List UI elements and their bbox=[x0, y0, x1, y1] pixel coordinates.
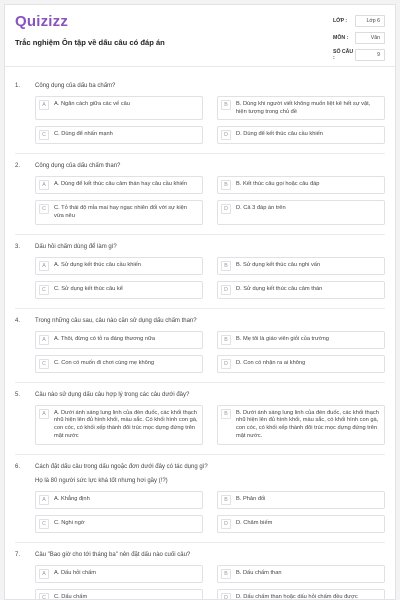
option-letter-box: D bbox=[221, 204, 231, 214]
answer-option-d[interactable] bbox=[217, 281, 385, 299]
option-text: C. Dùng để nhấn mạnh bbox=[54, 131, 113, 138]
question-text: Công dụng của dấu ba chấm? bbox=[35, 83, 116, 89]
option-letter-box: D bbox=[221, 519, 231, 529]
worksheet-header bbox=[5, 5, 395, 67]
answer-option-a[interactable] bbox=[35, 405, 203, 445]
option-letter-box: D bbox=[221, 593, 231, 600]
option-letter-box: C bbox=[39, 519, 49, 529]
meta-count-value: 9 bbox=[355, 49, 385, 61]
question-divider bbox=[15, 454, 385, 455]
option-text: A. Thôi, đừng có tỏ ra đáng thương nữa bbox=[54, 335, 156, 342]
question-divider bbox=[15, 153, 385, 154]
option-text: B. Kết thúc câu gọi hoặc câu đáp bbox=[236, 181, 320, 188]
answer-option-d[interactable] bbox=[217, 126, 385, 144]
answer-options bbox=[35, 257, 385, 299]
answer-option-c[interactable] bbox=[35, 515, 203, 533]
question-header bbox=[15, 464, 385, 470]
answer-option-a[interactable] bbox=[35, 96, 203, 120]
answer-option-c[interactable] bbox=[35, 589, 203, 600]
option-text: B. Phản đối bbox=[236, 495, 266, 502]
answer-option-a[interactable] bbox=[35, 176, 203, 194]
option-letter-box: D bbox=[221, 285, 231, 295]
worksheet-meta bbox=[333, 14, 385, 65]
option-letter-box: B bbox=[221, 569, 231, 579]
answer-option-a[interactable] bbox=[35, 331, 203, 349]
question-header bbox=[15, 244, 385, 250]
quizizz-logo: Quizizz bbox=[15, 13, 69, 30]
answer-option-c[interactable] bbox=[35, 126, 203, 144]
answer-option-d[interactable] bbox=[217, 589, 385, 600]
answer-option-b[interactable] bbox=[217, 96, 385, 120]
option-text: B. Sử dụng kết thúc câu nghi vấn bbox=[236, 261, 321, 268]
option-letter-box: C bbox=[39, 359, 49, 369]
option-letter-box: A bbox=[39, 495, 49, 505]
question-text: Công dụng của dấu chấm than? bbox=[35, 163, 121, 170]
answer-option-c[interactable] bbox=[35, 355, 203, 373]
question-5 bbox=[15, 392, 385, 445]
option-letter-box: C bbox=[39, 593, 49, 600]
answer-options bbox=[35, 565, 385, 600]
question-header bbox=[15, 83, 385, 89]
question-1 bbox=[15, 83, 385, 144]
option-letter-box: B bbox=[221, 335, 231, 345]
option-letter-box: C bbox=[39, 204, 49, 214]
question-3 bbox=[15, 244, 385, 299]
option-text: D. Cả 3 đáp án trên bbox=[236, 205, 286, 212]
meta-subject-row bbox=[333, 31, 385, 44]
option-text: A. Khẳng định bbox=[54, 495, 90, 502]
option-letter-box: B bbox=[221, 100, 231, 110]
question-text: Trong những câu sau, câu nào cần sử dụng dấu chấm than? bbox=[35, 317, 197, 324]
question-header bbox=[15, 318, 385, 324]
question-number: 6. bbox=[15, 463, 21, 470]
option-text: B. Mẹ tôi là giáo viên giỏi của trường bbox=[236, 335, 329, 342]
answer-option-b[interactable] bbox=[217, 257, 385, 275]
option-letter-box: B bbox=[221, 409, 231, 419]
answer-option-a[interactable] bbox=[35, 565, 203, 583]
option-letter-box: A bbox=[39, 100, 49, 110]
question-text: Cách đặt dấu câu trong dấu ngoặc đơn dưới đây có tác dụng gì? bbox=[35, 463, 208, 470]
question-6 bbox=[15, 464, 385, 533]
question-text: Câu "Bao giờ cho tới tháng ba" nên đặt dấu nào cuối câu? bbox=[35, 551, 191, 558]
answer-option-d[interactable] bbox=[217, 355, 385, 373]
answer-option-d[interactable] bbox=[217, 200, 385, 224]
question-divider bbox=[15, 234, 385, 235]
option-letter-box: A bbox=[39, 261, 49, 271]
question-number: 5. bbox=[15, 391, 21, 398]
option-letter-box: C bbox=[39, 285, 49, 295]
option-letter-box: B bbox=[221, 180, 231, 190]
question-number: 1. bbox=[15, 83, 21, 89]
meta-label: MÔN : bbox=[333, 34, 349, 41]
question-7 bbox=[15, 552, 385, 600]
option-letter-box: D bbox=[221, 130, 231, 140]
option-text: C. Sử dụng kết thúc câu kể bbox=[54, 285, 123, 292]
option-letter-box: A bbox=[39, 180, 49, 190]
answer-options bbox=[35, 176, 385, 224]
question-header bbox=[15, 552, 385, 558]
answer-options bbox=[35, 491, 385, 533]
question-4 bbox=[15, 318, 385, 373]
option-text: D. Sử dụng kết thúc câu cảm thán bbox=[236, 285, 323, 292]
answer-option-a[interactable] bbox=[35, 491, 203, 509]
option-text: C. Con có muốn đi chơi cùng mẹ không bbox=[54, 359, 155, 366]
question-number: 7. bbox=[15, 551, 21, 558]
meta-class-row bbox=[333, 14, 385, 27]
option-letter-box: D bbox=[221, 359, 231, 369]
question-number: 3. bbox=[15, 243, 21, 250]
question-text: Dấu hỏi chấm dùng để làm gì? bbox=[35, 243, 117, 250]
option-text: B. Dùng khi người viết không muốn liệt kê hết sự vật, hiện tượng trong chủ đề bbox=[236, 101, 371, 115]
answer-option-a[interactable] bbox=[35, 257, 203, 275]
question-number: 4. bbox=[15, 317, 21, 324]
answer-options bbox=[35, 96, 385, 144]
option-letter-box: C bbox=[39, 130, 49, 140]
option-letter-box: B bbox=[221, 261, 231, 271]
question-text: Câu nào sử dụng dấu câu hợp lý trong các câu dưới đây? bbox=[35, 391, 190, 398]
answer-option-b[interactable] bbox=[217, 491, 385, 509]
meta-subject-value: Văn bbox=[355, 32, 385, 44]
option-text: A. Dưới ánh sáng lung linh của đèn đuốc, các khối thạch nhũ hiện lên đủ hình khối, màu sắc. Có khối hình con gà, con cóc, có khối xếp thành đôi trúc mọc dựng đứng trên mặt nước bbox=[54, 409, 198, 439]
option-text: A. Ngăn cách giữa các vế câu bbox=[54, 101, 130, 107]
option-text: D. Con có nhận ra ai không bbox=[236, 359, 306, 366]
meta-count-row bbox=[333, 48, 385, 61]
answer-option-b[interactable] bbox=[217, 565, 385, 583]
answer-option-b[interactable] bbox=[217, 405, 385, 445]
option-letter-box: A bbox=[39, 335, 49, 345]
answer-option-c[interactable] bbox=[35, 281, 203, 299]
option-text: C. Nghi ngờ bbox=[54, 519, 85, 526]
question-header bbox=[15, 392, 385, 398]
option-text: A. Dùng để kết thúc câu cảm thán hay câu cầu khiến bbox=[54, 181, 188, 188]
option-text: D. Dùng để kết thúc câu cầu khiến bbox=[236, 131, 323, 138]
meta-label: LỚP : bbox=[333, 17, 348, 24]
question-2 bbox=[15, 163, 385, 224]
answer-options bbox=[35, 331, 385, 373]
question-divider bbox=[15, 308, 385, 309]
worksheet-page bbox=[4, 4, 396, 600]
worksheet-title: Trắc nghiệm Ôn tập về dấu câu có đáp án bbox=[15, 38, 165, 47]
question-divider bbox=[15, 542, 385, 543]
question-divider bbox=[15, 382, 385, 383]
option-text: C. Dấu chấm bbox=[54, 593, 88, 600]
question-list bbox=[5, 83, 395, 600]
option-text: B. Dưới ánh sáng lung linh của đèn đuốc, các khối thạch nhũ hiện lên đủ hình khối, màu sắc, có khối hình con gà, con cóc, có khối xếp thành đôi trúc mọc dựng đứng trên mặt nước. bbox=[236, 409, 379, 439]
option-text: D. Dấu chấm than hoặc dấu hỏi chấm đều được bbox=[236, 593, 358, 600]
answer-option-d[interactable] bbox=[217, 515, 385, 533]
question-number: 2. bbox=[15, 163, 21, 170]
option-text: C. Tỏ thái độ mỉa mai hay ngạc nhiên đối với sự kiện vừa nêu bbox=[54, 205, 187, 220]
option-text: B. Dấu chấm than bbox=[236, 569, 282, 576]
question-quote: Họ là 80 người sức lực khá tốt nhưng hơi gầy (!?) bbox=[35, 477, 168, 484]
answer-option-b[interactable] bbox=[217, 176, 385, 194]
meta-class-value: Lớp 6 bbox=[355, 15, 385, 27]
answer-option-b[interactable] bbox=[217, 331, 385, 349]
option-letter-box: A bbox=[39, 569, 49, 579]
option-letter-box: B bbox=[221, 495, 231, 505]
answer-option-c[interactable] bbox=[35, 200, 203, 224]
option-text: A. Sử dụng kết thúc câu cầu khiến bbox=[54, 261, 141, 268]
answer-options bbox=[35, 405, 385, 445]
option-text: A. Dấu hỏi chấm bbox=[54, 569, 97, 576]
question-header bbox=[15, 163, 385, 169]
option-letter-box: A bbox=[39, 409, 49, 419]
meta-label: SỐ CÂU : bbox=[333, 48, 354, 61]
option-text: D. Châm biếm bbox=[236, 519, 273, 526]
